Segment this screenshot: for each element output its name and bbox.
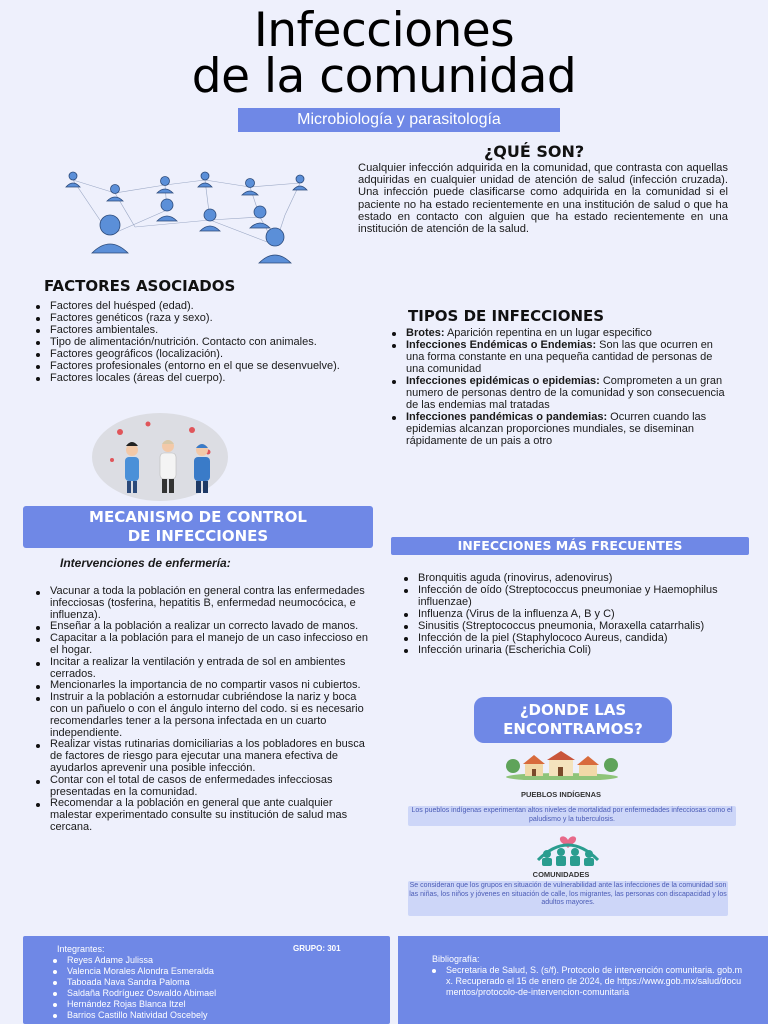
list-item: Infección de oído (Streptococcus pneumoniae y Haemophilus influenzae) (400, 584, 740, 608)
bibliografia-list (428, 965, 748, 998)
desc: Comprometen a un gran numero de personas dentro de la comunidad y son consecuencia de las endemias mal tratadas (406, 375, 725, 411)
list-item: Barrios Castillo Natividad Oscebely (49, 1010, 216, 1021)
comunidades-label: COMUNIDADES (532, 870, 590, 879)
que-son-heading: ¿QUÉ SON? (484, 142, 585, 161)
donde-banner (474, 697, 672, 743)
desc: Aparición repentina en un lugar especifico (444, 327, 652, 339)
desc: Son las que ocurren en una forma constante en una pequeña cantidad de personas de una comunidad (406, 339, 713, 375)
list-item: Incitar a realizar la ventilación y entrada de sol en ambientes cerrados. (32, 657, 374, 681)
list-item: Tipo de alimentación/nutrición. Contacto con animales. (32, 336, 362, 348)
pueblos-label: PUEBLOS INDÍGENAS (520, 790, 601, 799)
banner-line-2: DE INFECCIONES (127, 527, 269, 545)
list-item: Factores locales (áreas del cuerpo). (32, 372, 362, 384)
tipos-list (388, 327, 728, 447)
intervenciones-heading: Intervenciones de enfermería: (60, 556, 231, 570)
que-son-text: Cualquier infección adquirida en la comunidad, que contrasta con aquellas adquiridas en cualquier unidad de atención de salud (infección cruzada). Una infección puede clasificarse como adquirida en la comunidad si el paciente no ha estado recientemente en una institución de salud o que ha estado en contacto con alguien que ha estado recientemente en una institución de atención de la salud. (358, 162, 728, 236)
desc: Ocurren cuando las epidemias alcanzan proporciones mundiales, se diseminan rápidamente de un pais a otro (406, 411, 707, 447)
list-item: Factores del huésped (edad). (32, 300, 362, 312)
footer-integrantes (23, 936, 390, 1024)
list-item: Factores ambientales. (32, 324, 362, 336)
banner-line-1: MECANISMO DE CONTROL (89, 508, 307, 526)
list-item: Taboada Nava Sandra Paloma (49, 977, 216, 988)
page-title (0, 3, 768, 104)
term: Infecciones epidémicas o epidemias: (406, 375, 600, 387)
list-item: Secretaria de Salud, S. (s/f). Protocolo de intervención comunitaria. gob.mx. Recuperado el 15 de enero de 2024, de https://www.gob.mx/salud/documentos/protocolo-de-intervencion-comunitaria (428, 965, 748, 998)
factores-list (32, 300, 362, 384)
list-item: Infección de la piel (Staphylococo Aureus, candida) (400, 632, 740, 644)
sick-people-icon (90, 412, 230, 502)
list-item (388, 339, 728, 375)
list-item: Recomendar a la población en general que ante cualquier malestar experimentado consulte su institución de salud mas cercana. (32, 798, 374, 833)
term: Infecciones pandémicas o pandemias: (406, 411, 608, 423)
list-item: Bronquitis aguda (rinovirus, adenovirus) (400, 572, 740, 584)
frecuentes-list (400, 572, 740, 656)
list-item: Vacunar a toda la población en general contra las enfermedades infecciosas (tosferina, hepatitis B, enfermedad neumocócica, e influenza). (32, 586, 374, 621)
bibliografia-title: Bibliografía: (432, 954, 480, 964)
list-item: Saldaña Rodríguez Oswaldo Abimael (49, 988, 216, 999)
list-item: Factores geográficos (localización). (32, 348, 362, 360)
list-item: Capacitar a la población para el manejo de un caso infeccioso en el hogar. (32, 633, 374, 657)
grupo-label: GRUPO: 301 (293, 944, 341, 953)
integrantes-list (49, 955, 216, 1021)
village-icon (505, 750, 620, 780)
list-item: Factores profesionales (entorno en el que se desenvuelve). (32, 360, 362, 372)
list-item (388, 327, 728, 339)
frecuentes-banner: INFECCIONES MÁS FRECUENTES (391, 537, 749, 555)
banner-line-1: ¿DONDE LAS (519, 701, 627, 719)
list-item: Contar con el total de casos de enfermedades infecciosas presentadas en la comunidad. (32, 775, 374, 799)
list-item: Mencionarles la importancia de no compartir vasos ni cubiertos. (32, 680, 374, 692)
list-item: Valencia Morales Alondra Esmeralda (49, 966, 216, 977)
list-item: Enseñar a la población a realizar un correcto lavado de manos. (32, 621, 374, 633)
banner-line-2: ENCONTRAMOS? (503, 720, 643, 738)
footer-bibliografia (398, 936, 768, 1024)
title-line-1: Infecciones (253, 3, 515, 58)
list-item: Reyes Adame Julissa (49, 955, 216, 966)
list-item: Realizar vistas rutinarias domiciliarias a los pobladores en busca de factores de riesgo para ejecutar una manera efectiva de ayudarlos aprevenir una posible infección. (32, 739, 374, 774)
list-item: Hernández Rojas Blanca Itzel (49, 999, 216, 1010)
list-item: Factores genéticos (raza y sexo). (32, 312, 362, 324)
term: Brotes: (406, 327, 445, 339)
subtitle-banner: Microbiología y parasitología (238, 108, 560, 132)
factores-heading: FACTORES ASOCIADOS (44, 277, 236, 295)
list-item: Influenza (Virus de la influenza A, B y C) (400, 608, 740, 620)
list-item: Infección urinaria (Escherichia Coli) (400, 644, 740, 656)
pueblos-note: Los pueblos indígenas experimentan altos niveles de mortalidad por enfermedades infecciosas como el paludismo y la tuberculosis. (408, 806, 736, 826)
comunidades-note: Se consideran que los grupos en situación de vulnerabilidad ante las infecciones de la comunidad son las niñas, los niños y jóvenes en situación de calle, los migrantes, las personas con discapacidad y los adultos mayores. (408, 881, 728, 916)
integrantes-title: Integrantes: (57, 944, 105, 954)
intervenciones-list (32, 586, 374, 834)
term: Infecciones Endémicas o Endemias: (406, 339, 597, 351)
community-icon (533, 830, 603, 868)
list-item: Sinusitis (Streptococcus pneumonia, Moraxella catarrhalis) (400, 620, 740, 632)
list-item: Instruir a la población a estornudar cubriéndose la nariz y boca con un pañuelo o con el ángulo interno del codo. si es necesario recomendarles tener a la persona infectada en un cuarto independiente. (32, 692, 374, 739)
title-line-2: de la comunidad (191, 49, 577, 104)
list-item (388, 411, 728, 447)
list-item (388, 375, 728, 411)
network-people-icon (55, 165, 330, 275)
mecanismo-banner (23, 506, 373, 548)
tipos-heading: TIPOS DE INFECCIONES (408, 307, 605, 325)
